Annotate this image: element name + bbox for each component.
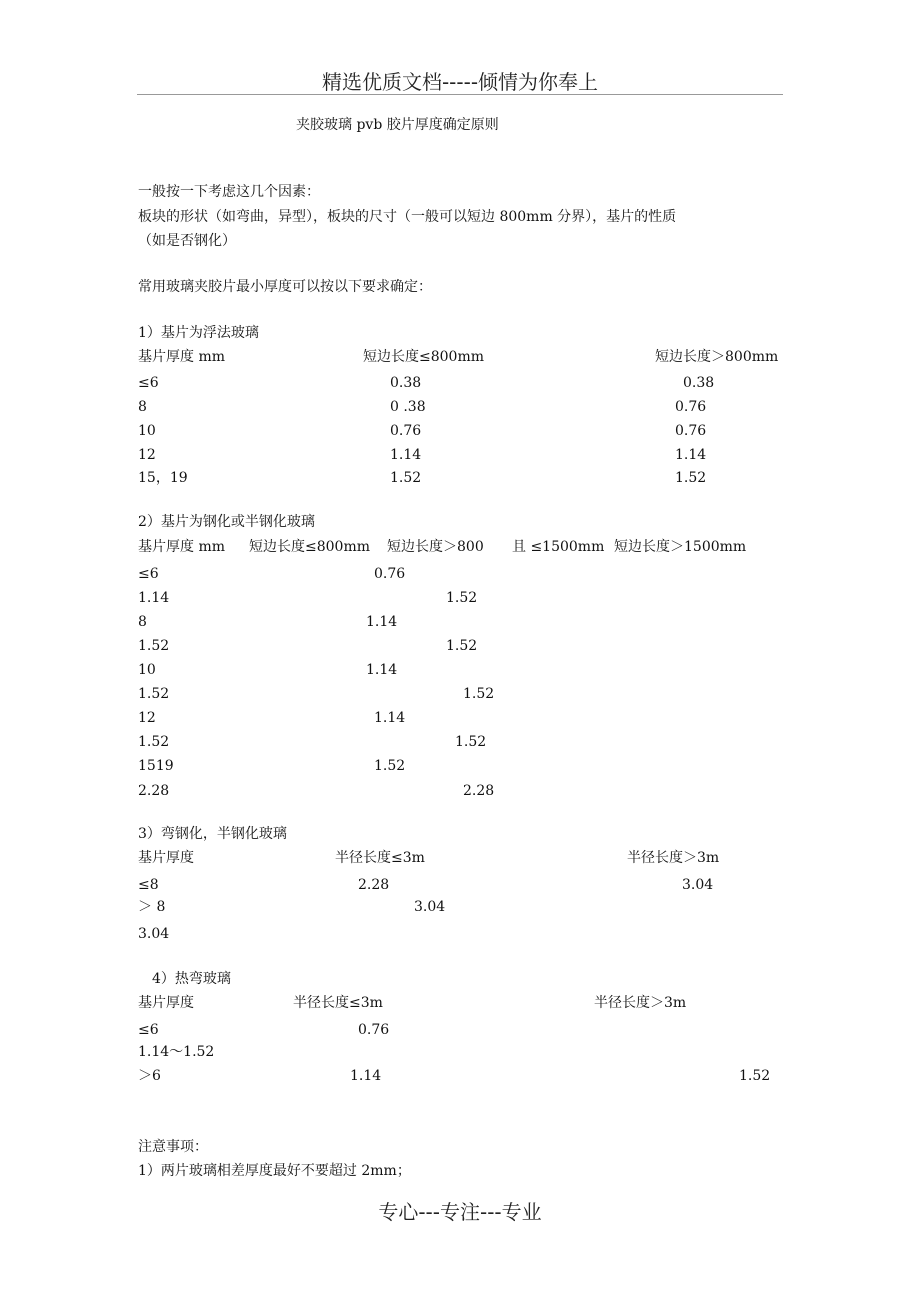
table-cell: ≤6 [138,566,159,582]
header-divider [137,94,783,95]
table-cell: ≤6 [138,375,159,391]
table-cell: 1.14 [366,662,398,678]
table-cell: 1.52 [138,734,170,750]
column-header: 基片厚度 mm [138,539,226,555]
table-cell: 3.04 [138,926,170,942]
table-cell: ＞6 [138,1068,161,1084]
section-heading: 1）基片为浮法玻璃 [138,325,259,341]
table-cell: 1.14 [390,447,422,463]
section-heading: 3）弯钢化，半钢化玻璃 [138,826,287,842]
table-cell: 0.76 [374,566,406,582]
table-cell: 0.76 [675,423,707,439]
table-cell: 12 [138,447,156,463]
table-cell: 1.52 [138,686,170,702]
table-cell: 0.76 [390,423,422,439]
table-cell: 1.14～1.52 [138,1044,215,1060]
column-header: 半径长度＞3m [594,995,687,1011]
section-heading: 4）热弯玻璃 [152,971,231,987]
table-cell: 15，19 [138,470,188,486]
intro-line: 板块的形状（如弯曲，异型），板块的尺寸（一般可以短边 800mm 分界），基片的性质 [138,209,677,225]
document-title: 夹胶玻璃 pvb 胶片厚度确定原则 [296,117,499,133]
column-header: 半径长度≤3m [335,850,425,866]
table-cell: 1.52 [739,1068,771,1084]
notes-heading: 注意事项： [138,1139,208,1155]
column-header: 基片厚度 [138,850,194,866]
table-cell: 1.52 [390,470,422,486]
table-cell: 10 [138,423,156,439]
table-cell: 0.38 [683,375,715,391]
table-cell: ＞ 8 [138,899,166,915]
column-header: 半径长度＞3m [627,850,720,866]
table-cell: 0 .38 [390,399,426,415]
table-cell: 1519 [138,758,174,774]
table-cell: 12 [138,710,156,726]
column-header: 基片厚度 [138,995,194,1011]
table-cell: 1.14 [350,1068,382,1084]
table-cell: 1.14 [366,614,398,630]
column-header: 基片厚度 mm [138,349,226,365]
table-cell: 8 [138,614,147,630]
table-cell: 0.76 [675,399,707,415]
table-cell: 1.52 [374,758,406,774]
table-cell: 0.76 [358,1022,390,1038]
table-cell: 1.14 [374,710,406,726]
table-cell: 3.04 [682,877,714,893]
table-cell: 1.52 [455,734,487,750]
table-cell: 1.52 [446,638,478,654]
table-cell: 2.28 [358,877,390,893]
table-cell: 10 [138,662,156,678]
table-cell: 3.04 [414,899,446,915]
table-cell: 0.38 [390,375,422,391]
table-cell: 1.14 [675,447,707,463]
intro-line: 一般按一下考虑这几个因素： [138,184,320,200]
column-header: 短边长度＞800 [387,539,484,555]
column-header: 且 ≤1500mm [512,539,605,555]
column-header: 短边长度≤800mm [249,539,371,555]
table-cell: 1.52 [463,686,495,702]
table-cell: 1.52 [675,470,707,486]
column-header: 短边长度＞800mm [655,349,779,365]
table-cell: 2.28 [463,783,495,799]
table-cell: 8 [138,399,147,415]
column-header: 短边长度≤800mm [363,349,485,365]
page-header: 精选优质文档-----倾情为你奉上 [321,70,599,94]
note-item: 1）两片玻璃相差厚度最好不要超过 2mm； [138,1163,411,1179]
intro-line: （如是否钢化） [138,233,236,249]
lead-text: 常用玻璃夹胶片最小厚度可以按以下要求确定： [138,279,432,295]
section-heading: 2）基片为钢化或半钢化玻璃 [138,514,315,530]
table-cell: 1.52 [138,638,170,654]
table-cell: ≤8 [138,877,159,893]
page-footer: 专心---专注---专业 [378,1200,542,1224]
table-cell: 1.52 [446,590,478,606]
table-cell: ≤6 [138,1022,159,1038]
column-header: 半径长度≤3m [293,995,383,1011]
table-cell: 2.28 [138,783,170,799]
table-cell: 1.14 [138,590,170,606]
column-header: 短边长度＞1500mm [614,539,747,555]
